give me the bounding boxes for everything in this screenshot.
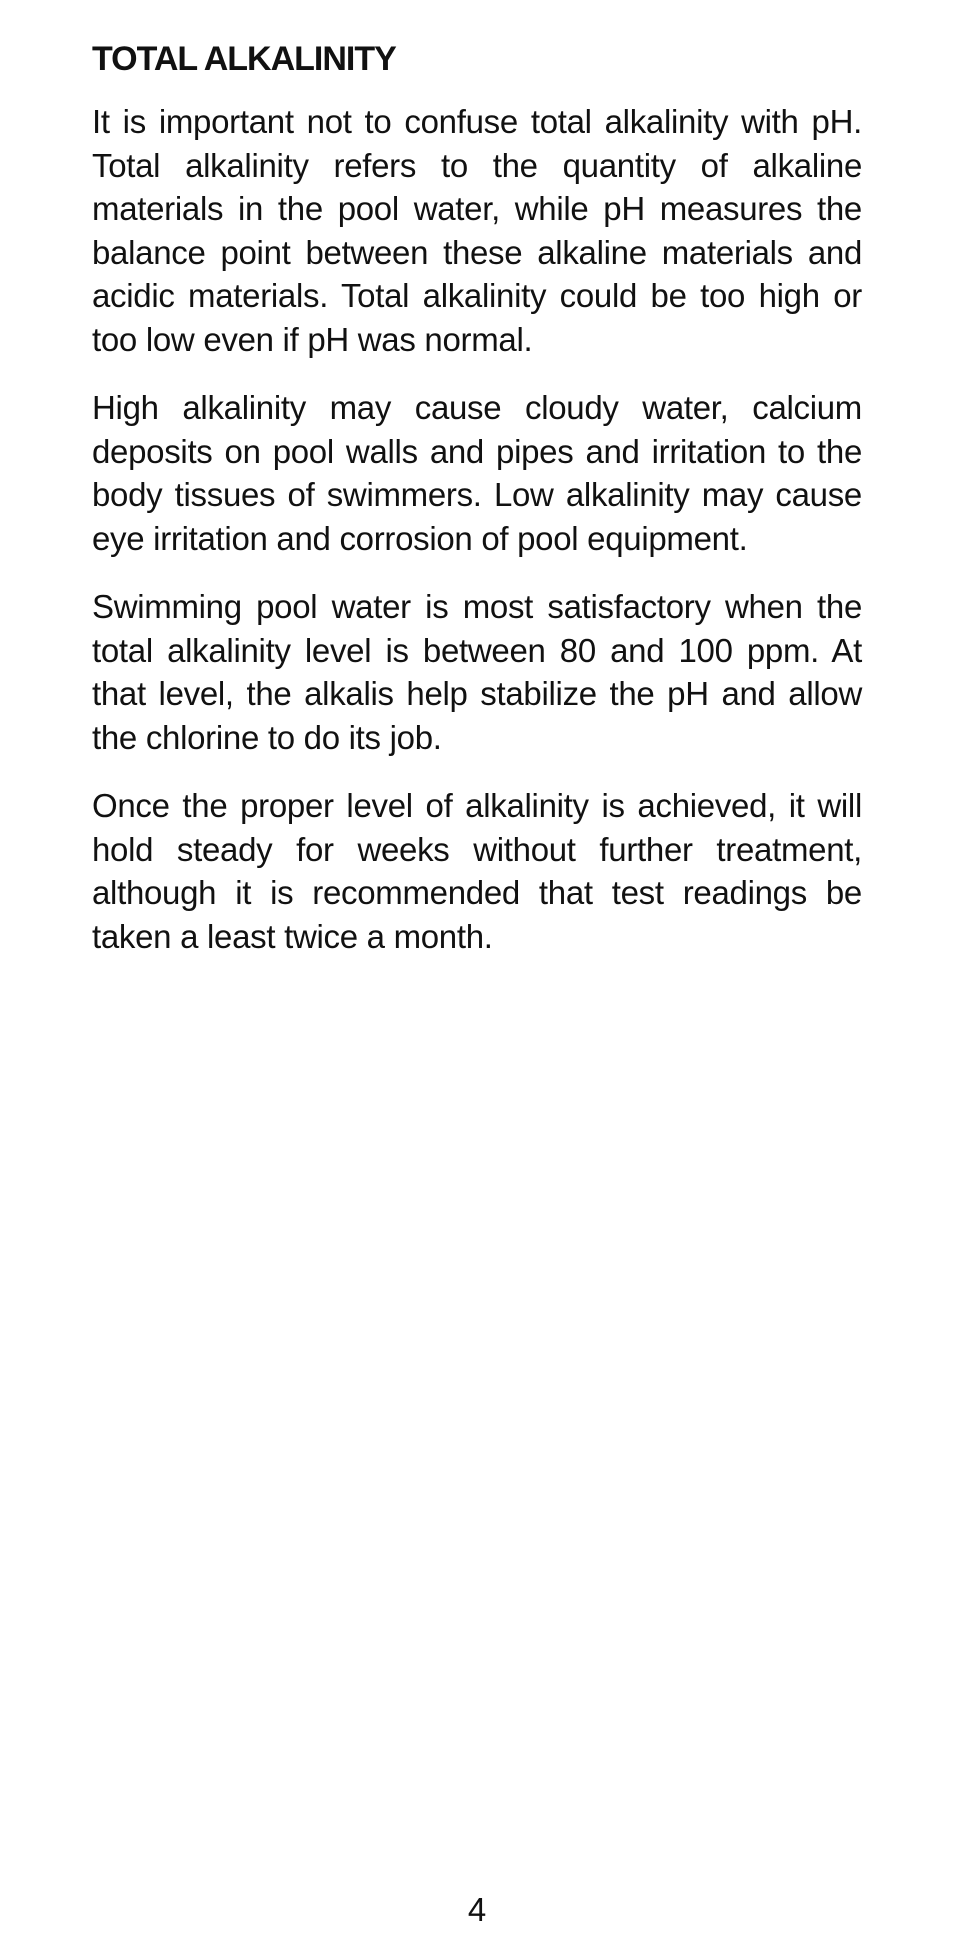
document-page xyxy=(92,32,862,983)
paragraph-ideal-level: Swimming pool water is most satisfactory when the total alkalinity level is between 80 and 100 ppm. At that level, the alkalis help stabilize the pH and allow the chlorine to do its job. xyxy=(92,588,862,756)
paragraph-maintenance: Once the proper level of alkalinity is achieved, it will hold steady for weeks without further treatment, although it is recommended that test readings be taken a least twice a month. xyxy=(92,787,862,955)
page-number: 4 xyxy=(467,1891,487,1928)
paragraph-ph-vs-alkalinity: It is important not to confuse total alkalinity with pH. Total alkalinity refers to the quantity of alkaline materials in the pool water, while pH measures the balance point between these alkaline materials and acidic materials. Total alkalinity could be too high or too low even if pH was normal. xyxy=(92,103,862,358)
section-heading: TOTAL ALKALINITY xyxy=(92,40,396,78)
paragraph-effects: High alkalinity may cause cloudy water, calcium deposits on pool walls and pipes and irritation to the body tissues of swimmers. Low alkalinity may cause eye irritation and corrosion of pool equipment. xyxy=(92,389,862,557)
